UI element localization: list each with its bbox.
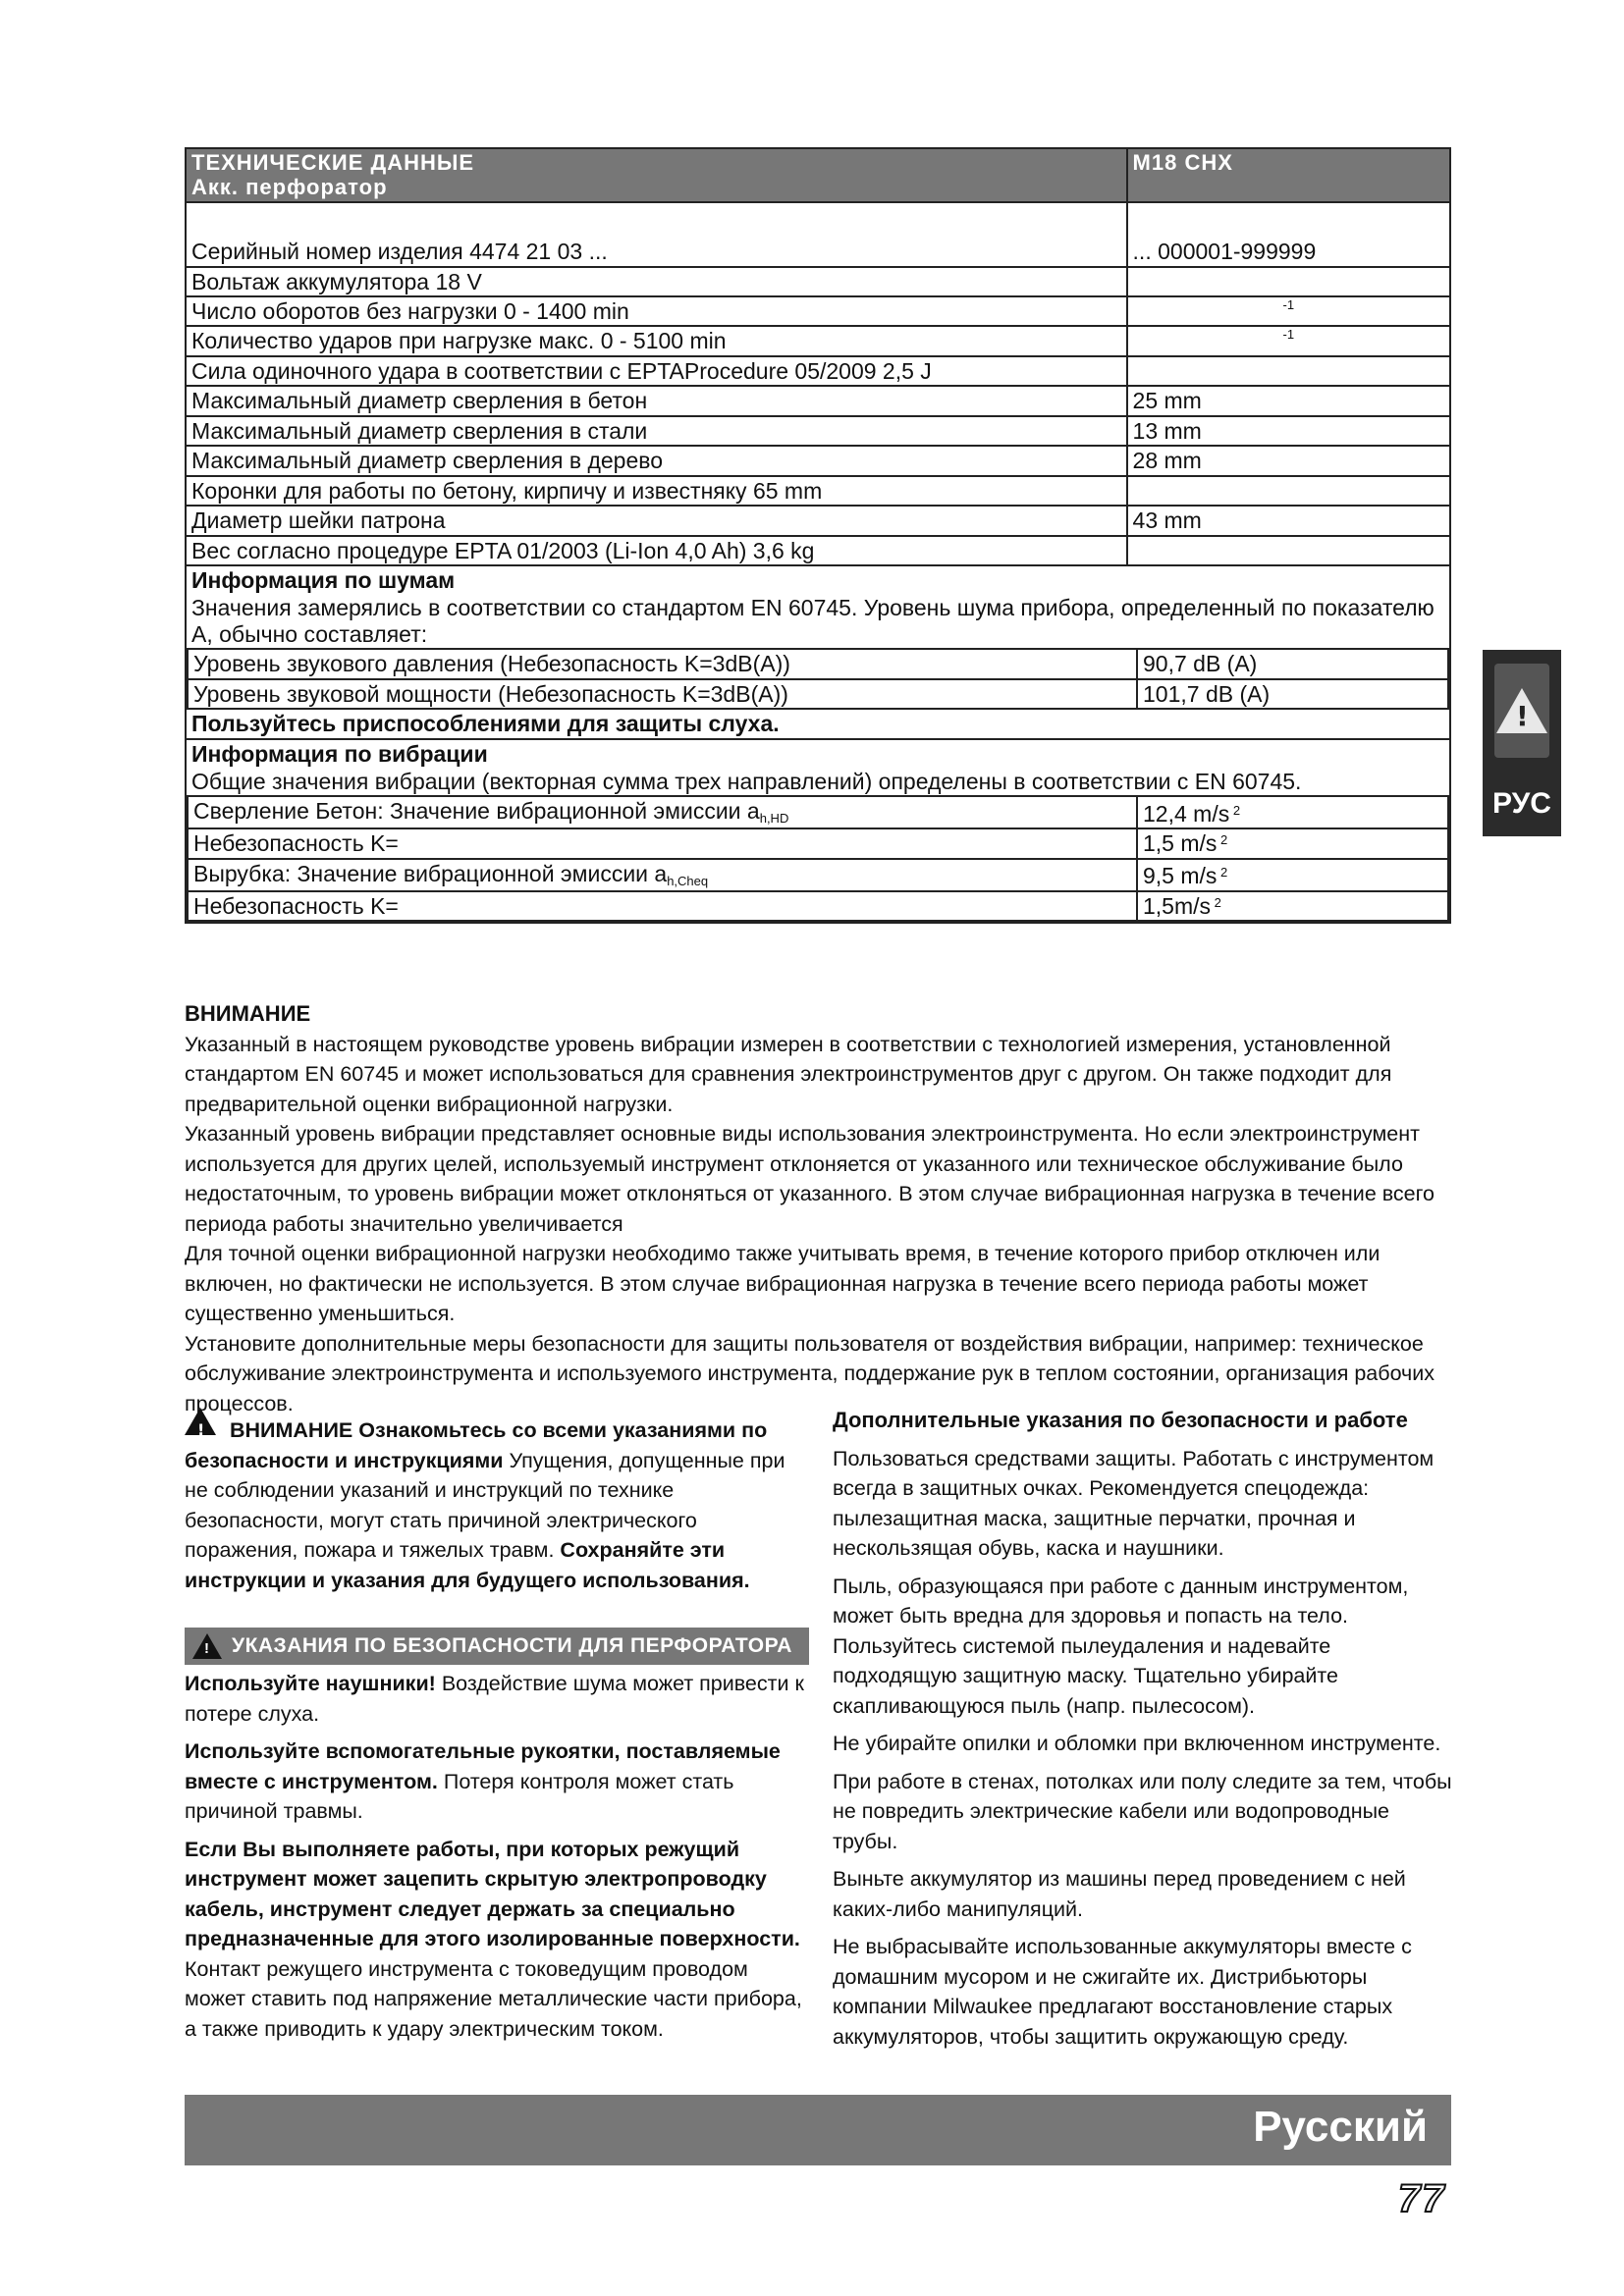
spec-value (1127, 476, 1450, 506)
spec-row (186, 416, 1450, 446)
additional-safety-paragraph: Пользоваться средствами защиты. Работать с инструментом всегда в защитных очках. Рекомендуется спецодежда: пылезащитная маска, защитные перчатки, прочная и нескользящая обувь, каска и наушники. (833, 1446, 1435, 1560)
additional-safety-paragraph: Не выбрасывайте использованные аккумуляторы вместе с домашним мусором и не сжигайте их. Дистрибьюторы компании Milwaukee предлагают восстановление старых аккумуляторов, чтобы защитить окружающую среду. (833, 1935, 1412, 2049)
noise-note: Пользуйтесь приспособлениями для защиты слуха. (191, 711, 780, 737)
spec-row (186, 476, 1450, 506)
spec-rows (186, 202, 1450, 565)
vibration-label: Небезопасность K= (188, 828, 1137, 858)
general-warning-keep: Сохраняйте эти инструкции и указания для будущего использования. (185, 1538, 750, 1592)
spec-value (1127, 356, 1450, 386)
hammer-safety-items (185, 1669, 809, 2052)
vibration-row (188, 828, 1448, 858)
additional-safety-block (833, 1406, 1453, 2059)
vibration-superscript: 2 (1217, 832, 1228, 848)
spec-row (186, 202, 1450, 267)
spec-label: Вольтаж аккумулятора 18 V (186, 267, 1127, 296)
general-warning-block (185, 1410, 809, 1603)
safety-item-text: Воздействие шума может привести к потере слуха. (185, 1672, 804, 1726)
table-subtitle: Акк. перфоратор (191, 175, 388, 200)
language-tab-label: РУС (1492, 787, 1551, 820)
safety-item (185, 1736, 809, 1827)
safety-item-text: Потеря контроля может стать причиной травмы. (185, 1769, 734, 1823)
noise-label: Уровень звуковой мощности (Небезопасность K=3dB(A)) (188, 679, 1137, 709)
noise-value: 90,7 dB (A) (1137, 649, 1448, 678)
vibration-label: Вырубка: Значение вибрационной эмиссии $a_{h,Cheq}$ (188, 859, 1137, 891)
spec-row (186, 506, 1450, 535)
vibration-value: 9,5 m/s $^2$ (1137, 859, 1448, 891)
spec-label: Максимальный диаметр сверления в дерево (186, 446, 1127, 475)
additional-safety-title: Дополнительные указания по безопасности и работе (833, 1408, 1408, 1432)
warning-paragraph: Установите дополнительные меры безопасности для защиты пользователя от воздействия вибрации, например: техническое обслуживание электроинструмента и используемого инструмента, поддержание рук в теплом состоянии, организация рабочих процессов. (185, 1331, 1435, 1415)
noise-table (187, 648, 1449, 710)
spec-value (1127, 536, 1450, 565)
spec-value: -1 (1127, 326, 1450, 355)
language-side-tab (1483, 650, 1561, 836)
footer-language: Русский (1253, 2103, 1428, 2151)
spec-row (186, 356, 1450, 386)
footer-bar (185, 2095, 1451, 2165)
spec-label: Максимальный диаметр сверления в стали (186, 416, 1127, 446)
general-warning-bold: Ознакомьтесь со всеми указаниями по безопасности и инструкциями (185, 1418, 768, 1472)
noise-section (186, 565, 1450, 739)
warning-icon (185, 1408, 216, 1435)
spec-label: Максимальный диаметр сверления в бетон (186, 386, 1127, 415)
noise-label: Уровень звукового давления (Небезопасность K=3dB(A)) (188, 649, 1137, 678)
spec-row (186, 536, 1450, 565)
vibration-section (186, 739, 1450, 924)
noise-title: Информация по шумам (191, 566, 456, 593)
spec-label: Коронки для работы по бетону, кирпичу и известняку 65 mm (186, 476, 1127, 506)
warning-paragraph: Указанный уровень вибрации представляет основные виды использования электроинструмента. Но если электроинструмент используется для других целей, используемый инструмент отклоняется от указанного или техническое обслуживание было недостаточным, то уровень вибрации может отклоняться от указанного. В этом случае вибрационная нагрузка в течение всего периода работы значительно увеличивается (185, 1122, 1435, 1236)
spec-row (186, 446, 1450, 475)
warning-paragraph: Для точной оценки вибрационной нагрузки необходимо также учитывать время, в течение которого прибор отключен или включен, но фактически не используется. В этом случае вибрационная нагрузка в течение всего периода работы может существенно уменьшиться. (185, 1242, 1380, 1325)
spec-label: Количество ударов при нагрузке макс. 0 - 5100 min (186, 326, 1127, 355)
general-warning-text: Упущения, допущенные при не соблюдении указаний и инструкций по технике безопасности, могут стать причиной электрического поражения, пожара и тяжелых травм. (185, 1448, 785, 1562)
spec-value: 43 mm (1127, 506, 1450, 535)
spec-value: 13 mm (1127, 416, 1450, 446)
vibration-superscript: 2 (1211, 894, 1221, 910)
vibration-warning-block (185, 999, 1451, 1418)
spec-label: Вес согласно процедуре EPTA 01/2003 (Li-Ion 4,0 Ah) 3,6 kg (186, 536, 1127, 565)
safety-item-bold: Используйте наушники! (185, 1672, 436, 1695)
hammer-safety-title: УКАЗАНИЯ ПО БЕЗОПАСНОСТИ ДЛЯ ПЕРФОРАТОРА (232, 1634, 792, 1657)
vibration-table (187, 795, 1449, 922)
additional-safety-paragraph: Выньте аккумулятор из машины перед проведением с ней каких-либо манипуляций. (833, 1867, 1406, 1921)
spec-label: Число оборотов без нагрузки 0 - 1400 min (186, 296, 1127, 326)
spec-value (1127, 267, 1450, 296)
spec-row (186, 326, 1450, 355)
tech-data-table (185, 147, 1451, 924)
table-title: ТЕХНИЧЕСКИЕ ДАННЫЕ (191, 150, 475, 175)
safety-item-bold: Если Вы выполняете работы, при которых режущий инструмент может зацепить скрытую электропроводку кабель, инструмент следует держать за специально предназначенные для этого изолированные поверхности. (185, 1837, 800, 1950)
spec-value: ... 000001-999999 (1127, 202, 1450, 267)
spec-label: Серийный номер изделия 4474 21 03 ... (186, 202, 1127, 267)
warning-title: ВНИМАНИЕ (185, 1001, 311, 1026)
spec-value: 25 mm (1127, 386, 1450, 415)
additional-safety-paragraph: Пыль, образующаяся при работе с данным инструментом, может быть вредна для здоровья и попасть на тело. Пользуйтесь системой пылеудаления и надевайте подходящую защитную маску. Тщательно убирайте скапливающуюся пыль (напр. пылесосом). (833, 1574, 1409, 1718)
safety-item (185, 1835, 809, 2045)
vibration-subscript: h,HD (759, 811, 789, 827)
table-header-row (186, 148, 1450, 202)
model-name: M18 CHX (1127, 148, 1450, 202)
warning-icon (1494, 664, 1549, 758)
vibration-superscript: 2 (1217, 865, 1228, 881)
noise-row (188, 649, 1448, 678)
general-warning-label: ВНИМАНИЕ (229, 1418, 353, 1442)
spec-value: -1 (1127, 296, 1450, 326)
spec-row (186, 267, 1450, 296)
vibration-value: 1,5m/s $^2$ (1137, 891, 1448, 921)
safety-item-bold: Используйте вспомогательные рукоятки, поставляемые вместе с инструментом. (185, 1739, 781, 1793)
noise-text: Значения замерялись в соответствии со стандартом EN 60745. Уровень шума прибора, определенный по показателю A, обычно составляет: (191, 595, 1435, 647)
spec-row (186, 296, 1450, 326)
vibration-row (188, 891, 1448, 921)
safety-item (185, 1669, 809, 1729)
noise-row (188, 679, 1448, 709)
noise-value: 101,7 dB (A) (1137, 679, 1448, 709)
spec-value: 28 mm (1127, 446, 1450, 475)
additional-safety-paragraph: Не убирайте опилки и обломки при включенном инструменте. (833, 1732, 1441, 1755)
vibration-label: Сверление Бетон: Значение вибрационной эмиссии $a_{h,HD}$ (188, 796, 1137, 828)
spec-label: Сила одиночного удара в соответствии с EPTAProcedure 05/2009 2,5 J (186, 356, 1127, 386)
page-number: 77 (1398, 2177, 1446, 2220)
vibration-subscript: h,Cheq (667, 873, 709, 888)
table-header-title-cell (186, 148, 1127, 202)
additional-safety-paragraph: При работе в стенах, потолках или полу следите за тем, чтобы не повредить электрические кабели или водопроводные трубы. (833, 1769, 1452, 1853)
vibration-value: 1,5 m/s $^2$ (1137, 828, 1448, 858)
warning-icon (192, 1633, 222, 1659)
spec-label: Диаметр шейки патрона (186, 506, 1127, 535)
safety-item-text: Контакт режущего инструмента с токоведущим проводом может ставить под напряжение металлические части прибора, а также приводить к удару электрическим током. (185, 1956, 802, 2041)
vibration-label: Небезопасность K= (188, 891, 1137, 921)
vibration-text: Общие значения вибрации (векторная сумма трех направлений) определены в соответствии с EN 60745. (191, 769, 1302, 795)
spec-row (186, 386, 1450, 415)
vibration-row (188, 796, 1448, 828)
hammer-safety-header (185, 1628, 809, 1665)
vibration-superscript: 2 (1229, 802, 1241, 818)
warning-paragraph: Указанный в настоящем руководстве уровень вибрации измерен в соответствии с технологией измерения, установленной стандартом EN 60745 и может использоваться для сравнения электроинструментов друг с другом. Он также подходит для предварительной оценки вибрационной нагрузки. (185, 1032, 1392, 1116)
vibration-value: 12,4 m/s $^2$ (1137, 796, 1448, 828)
vibration-title: Информация по вибрации (191, 740, 488, 767)
vibration-row (188, 859, 1448, 891)
